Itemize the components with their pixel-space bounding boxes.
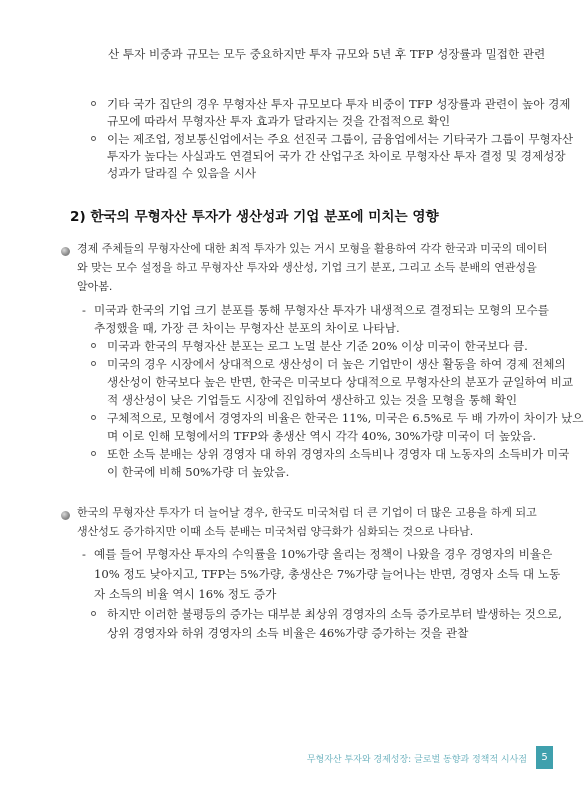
text-line: 규모에 따라서 무형자산 투자 효과가 달라지는 것을 간접적으로 확인 xyxy=(107,114,451,128)
section-heading: 2) 한국의 무형자산 투자가 생산성과 기업 분포에 미치는 영향 xyxy=(70,209,439,225)
text-line: 10% 정도 낮아지고, TFP는 5%가량, 총생산은 7%가량 늘어나는 반면, 경영자 소득 대 노동 xyxy=(94,567,561,581)
text-line: 투자가 높다는 사실과도 연결되어 국가 간 산업구조 차이로 무형자산 투자 결정 및 경제성장 xyxy=(107,149,566,163)
text-line: 산 투자 비중과 규모는 모두 중요하지만 투자 규모와 5년 후 TFP 성장률과 밀접한 관련 xyxy=(108,47,546,61)
page-number: 5 xyxy=(536,746,553,769)
text-line: 상위 경영자와 하위 경영자의 소득 비율은 46%가량 증가하는 것을 관찰 xyxy=(107,626,469,640)
paragraph-line: 한국의 무형자산 투자가 더 늘어날 경우, 한국도 미국처럼 더 큰 기업이 더 많은 고용을 하게 되고 xyxy=(77,506,537,519)
text-line: 예를 들어 무형자산 투자의 수익률을 10%가량 올리는 정책이 나왔을 경우 경영자의 비율은 xyxy=(94,547,553,561)
paragraph-line: 알아봄. xyxy=(77,280,113,293)
text-line: 적 생산성이 낮은 기업들도 시장에 진입하여 생산하고 있는 것을 모형을 통해 확인 xyxy=(107,393,518,407)
text-line: 또한 소득 분배는 상위 경영자 대 하위 경영자의 소득비나 경영자 대 노동자의 소득비가 미국 xyxy=(107,447,570,461)
text-line: 이 한국에 비해 50%가량 더 높았음. xyxy=(107,465,290,479)
text-line: 미국의 경우 시장에서 상대적으로 생산성이 더 높은 기업만이 생산 활동을 하여 경제 전체의 xyxy=(107,357,566,371)
text-line: 구체적으로, 모형에서 경영자의 비율은 한국은 11%, 미국은 6.5%로 두 배 가까이 차이가 났으 xyxy=(107,411,584,425)
paragraph-line: 와 맞는 모수 설정을 하고 무형자산 투자와 생산성, 기업 크기 분포, 그리고 소득 분배의 연관성을 xyxy=(77,261,537,274)
text-line: 하지만 이러한 불평등의 증가는 대부분 최상위 경영자의 소득 증가로부터 발생하는 것으로, xyxy=(107,607,562,621)
text-line: 며 이로 인해 모형에서의 TFP와 총생산 역시 각각 40%, 30%가량 미국이 더 높았음. xyxy=(107,429,537,443)
circle-bullet-icon xyxy=(91,451,96,456)
dash-bullet: - xyxy=(82,547,86,561)
circle-bullet-icon xyxy=(91,611,96,616)
text-line: 미국과 한국의 기업 크기 분포를 통해 무형자산 투자가 내생적으로 결정되는 모형의 모수를 xyxy=(94,303,549,317)
circle-bullet-icon xyxy=(91,361,96,366)
dash-bullet: - xyxy=(82,303,86,317)
text-line: 생산성이 한국보다 높은 반면, 한국은 미국보다 상대적으로 무형자산의 분포가 균일하여 비교 xyxy=(107,375,574,389)
round-bullet-icon xyxy=(61,511,70,520)
text-line: 성과가 달라질 수 있음을 시사 xyxy=(107,166,257,180)
paragraph-line: 경제 주체들의 무형자산에 대한 최적 투자가 있는 거시 모형을 활용하여 각각 한국과 미국의 데이터 xyxy=(77,242,548,255)
text-line: 이는 제조업, 정보통신업에서는 주요 선진국 그룹이, 금융업에서는 기타국가 그룹이 무형자산 xyxy=(107,132,574,146)
circle-bullet-icon xyxy=(91,343,96,348)
text-line: 미국과 한국의 무형자산 분포는 로그 노멀 분산 기준 20% 이상 미국이 한국보다 큼. xyxy=(107,339,528,353)
text-line: 추정했을 때, 가장 큰 차이는 무형자산 분포의 차이로 나타남. xyxy=(94,321,400,335)
circle-bullet-icon xyxy=(91,415,96,420)
round-bullet-icon xyxy=(61,247,70,256)
circle-bullet-icon xyxy=(91,101,96,106)
footer-title: 무형자산 투자와 경제성장: 글로벌 동향과 정책적 시사점 xyxy=(306,755,527,765)
paragraph-line: 생산성도 증가하지만 이때 소득 분배는 미국처럼 양극화가 심화되는 것으로 나타남. xyxy=(77,525,474,538)
text-line: 자 소득의 비율 역시 16% 정도 증가 xyxy=(94,587,277,601)
text-line: 기타 국가 집단의 경우 무형자산 투자 규모보다 투자 비중이 TFP 성장률과 관련이 높아 경제 xyxy=(107,97,571,111)
circle-bullet-icon xyxy=(91,136,96,141)
